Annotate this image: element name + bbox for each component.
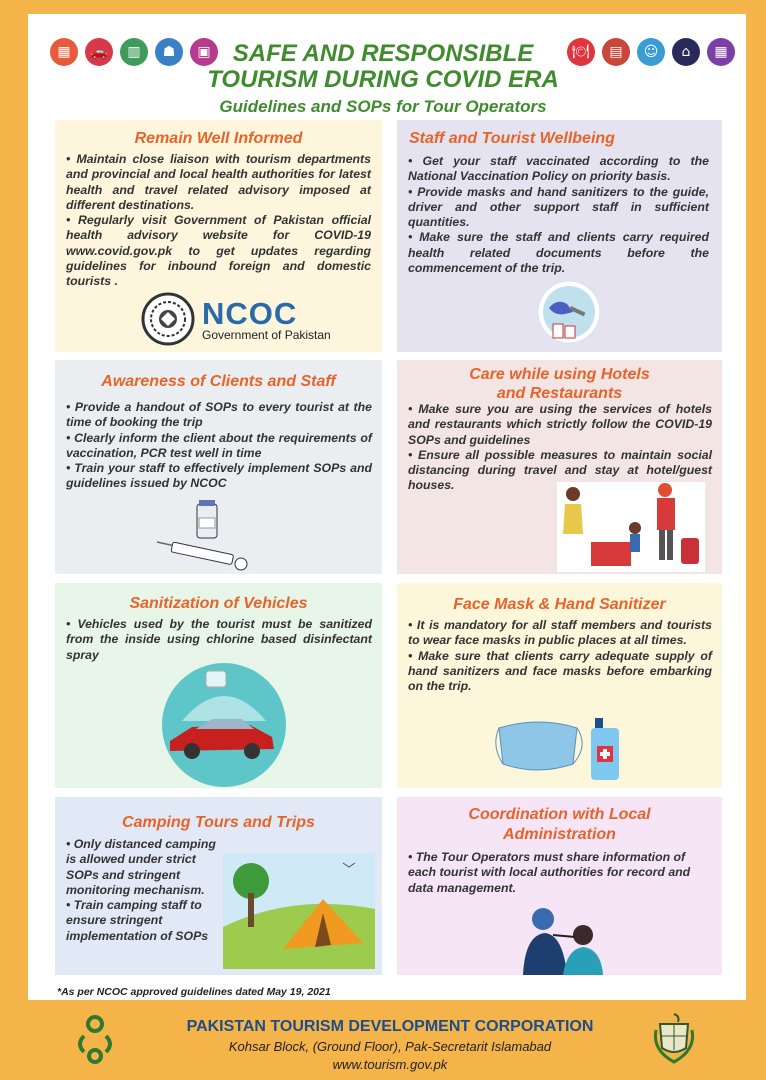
panel-staff-wellbeing: [397, 120, 722, 352]
footer-address: Kohsar Block, (Ground Floor), Pak-Secretarit Islamabad: [228, 1039, 552, 1054]
bullet-item: • Train your staff to effectively implement SOPs and guidelines issued by NCOC: [66, 461, 372, 491]
syringe-vial-icon: [155, 498, 255, 574]
bullet-item: • Make sure the staff and clients carry required health related documents before the commencement of the trip.: [408, 230, 709, 276]
bullet-item: • Make sure you are using the services of hotels and restaurants which strictly follow the COVID-19 SOPs and guidelines: [408, 402, 712, 447]
panel-title: Face Mask & Hand Sanitizer: [453, 596, 666, 613]
panel-body: [408, 154, 709, 276]
bullet-item: • Provide masks and hand sanitizers to the guide, driver and other support staff in sufficient quantities.: [408, 184, 709, 230]
vaccination-illustration-icon: [537, 278, 602, 346]
bullet-item: • Regularly visit Government of Pakistan official health advisory website for COVID-19 www.covid.gov.pk to get updates regarding guidelines for inbound foreign and domestic tourists .: [66, 213, 371, 289]
bullet-item: • Maintain close liaison with tourism departments and provincial and local health authorities for latest health and travel related advisory imposed at different destinations.: [66, 152, 371, 212]
camping-tent-illustration-icon: [223, 853, 375, 969]
bullet-item: • Get your staff vaccinated according to the National Vaccination Policy on priority basis.: [408, 154, 709, 184]
mosque-icon: ⌂: [672, 38, 700, 66]
page-title-line1: SAFE AND RESPONSIBLE: [232, 40, 534, 67]
bullet-item: • Clearly inform the client about the requirements of vaccination, PCR test well in time: [66, 430, 372, 460]
panel-title-line1: Care while using Hotels: [469, 366, 650, 383]
calendar-icon: ▦: [50, 38, 78, 66]
header-icons-right: [567, 38, 735, 66]
panel-title-line2: Administration: [503, 826, 616, 843]
panel-body: [408, 618, 712, 694]
footer-website[interactable]: www.tourism.gov.pk: [332, 1057, 448, 1072]
panel-hotels-restaurants: [397, 360, 722, 574]
bullet-item: • Vehicles used by the tourist must be sanitized from the inside using chlorine based disinfectant spray: [66, 617, 372, 662]
panel-title: Sanitization of Vehicles: [129, 595, 308, 612]
panel-title: Awareness of Clients and Staff: [101, 373, 336, 390]
panel-title-line2: and Restaurants: [496, 385, 623, 402]
footnote: *As per NCOC approved guidelines dated May 19, 2021: [57, 986, 331, 998]
hotel-reception-illustration-icon: [557, 482, 705, 572]
panel-vehicle-sanitization: [55, 583, 382, 788]
panel-remain-informed: [55, 120, 382, 352]
panel-camping: [55, 797, 382, 975]
luggage-icon: ▣: [190, 38, 218, 66]
ncoc-logo-text: NCOC: [202, 296, 298, 331]
building-icon: ▥: [120, 38, 148, 66]
panel-title: Camping Tours and Trips: [122, 814, 315, 831]
panel-body: [408, 850, 708, 896]
bullet-item: • Provide a handout of SOPs to every tourist at the time of booking the trip: [66, 400, 372, 430]
panel-body: [66, 837, 221, 944]
panel-body: [66, 152, 371, 290]
car-sanitization-illustration-icon: [162, 663, 286, 787]
panel-title-line1: Coordination with Local: [468, 806, 651, 823]
bullet-item: • Ensure all possible measures to maintain social distancing during travel and stay at hotel/guest houses.: [408, 447, 712, 493]
panel-body: [66, 400, 372, 492]
bus-icon: ▤: [602, 38, 630, 66]
panel-face-mask: [397, 583, 722, 788]
header-icons-left: [50, 38, 218, 66]
panel-body: [408, 402, 712, 494]
apartment-icon: ▦: [707, 38, 735, 66]
mask-sanitizer-illustration-icon: [495, 716, 625, 786]
panel-body: [66, 617, 372, 663]
government-emblem-icon: [650, 1010, 698, 1066]
bullet-item: • The Tour Operators must share information of each tourist with local authorities for record and data management.: [408, 850, 691, 895]
page-subtitle: Guidelines and SOPs for Tour Operators: [219, 97, 547, 116]
footer-organization: PAKISTAN TOURISM DEVELOPMENT CORPORATION: [186, 1018, 594, 1035]
ncoc-emblem-icon: [141, 292, 197, 346]
bullet-item: • It is mandatory for all staff members and tourists to wear face masks in public places at all times.: [408, 618, 712, 648]
panel-coordination: [397, 797, 722, 975]
dining-icon: 🍽: [567, 38, 595, 66]
bullet-item: • Make sure that clients carry adequate supply of hand sanitizers and face masks before embarking on the trip.: [408, 648, 712, 694]
bullet-item: • Only distanced camping is allowed under strict SOPs and stringent monitoring mechanism.: [66, 837, 216, 897]
hotel-desk-icon: ☗: [155, 38, 183, 66]
panel-awareness: [55, 360, 382, 574]
footer: [0, 1000, 766, 1080]
health-check-illustration-icon: [509, 901, 605, 975]
panel-title: Staff and Tourist Wellbeing: [409, 130, 615, 147]
ncoc-logo-subtext: Government of Pakistan: [202, 328, 331, 342]
guide-icon: ☺: [637, 38, 665, 66]
panel-title: Remain Well Informed: [134, 130, 303, 147]
page-title-line2: TOURISM DURING COVID ERA: [207, 66, 559, 93]
car-icon: 🚗: [85, 38, 113, 66]
ptdc-logo-icon: [74, 1014, 116, 1064]
bullet-item: • Train camping staff to ensure stringent implementation of SOPs: [66, 898, 209, 943]
